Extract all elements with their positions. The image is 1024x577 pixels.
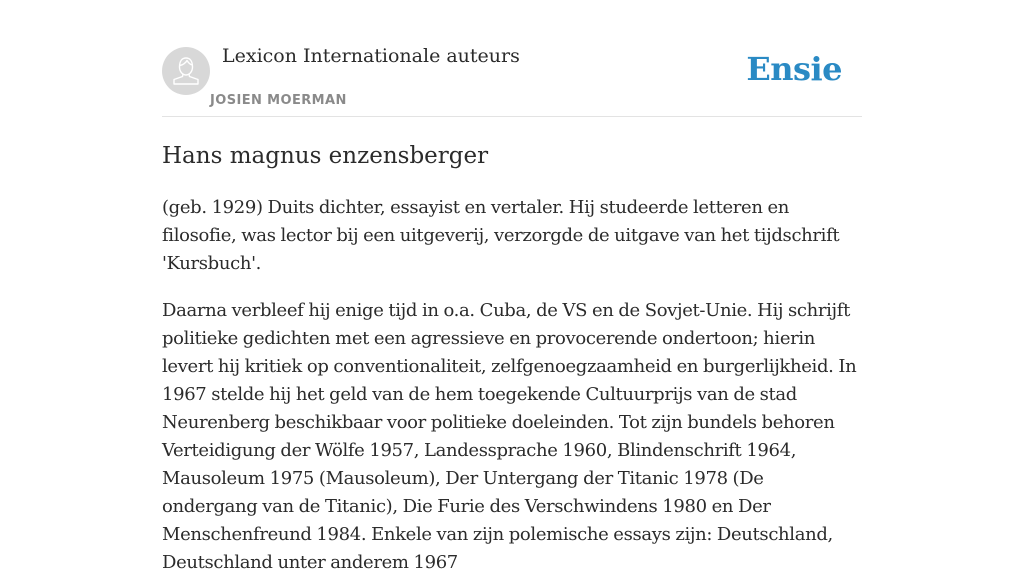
header: [162, 0, 862, 117]
author-name[interactable]: JOSIEN MOERMAN: [210, 93, 347, 108]
article-paragraph: (geb. 1929) Duits dichter, essayist en vertaler. Hij studeerde letteren en filosofie, was lector bij een uitgeverij, verzorgde de uitgave van het tijdschrift 'Kursbuch'.: [162, 197, 840, 274]
avatar[interactable]: [162, 47, 210, 95]
page: [162, 0, 862, 573]
user-silhouette-icon: [162, 47, 210, 95]
article-paragraph: Daarna verbleef hij enige tijd in o.a. Cuba, de VS en de Sovjet-Unie. Hij schrijft politieke gedichten met een agressieve en provocerende ondertoon; hierin levert hij kritiek op conventionaliteit, zelfgenoegzaamheid en burgerlijkheid. In 1967 stelde hij het geld van de hem toegekende Cultuurprijs van de stad Neurenberg beschikbaar voor politieke doeleinden. Tot zijn bundels behoren Verteidigung der Wölfe 1957, Landessprache 1960, Blindenschrift 1964, Mausoleum 1975 (Mausoleum), Der Untergang der Titanic 1978 (De ondergang van de Titanic), Die Furie des Verschwindens 1980 en Der Menschenfreund 1984. Enkele van zijn polemische essays zijn: Deutschland, Deutschland unter anderem 1967: [162, 300, 857, 573]
lexicon-title[interactable]: Lexicon Internationale auteurs: [222, 45, 520, 67]
article-title: Hans magnus enzensberger: [162, 143, 489, 169]
brand-logo[interactable]: Ensie: [746, 50, 842, 88]
